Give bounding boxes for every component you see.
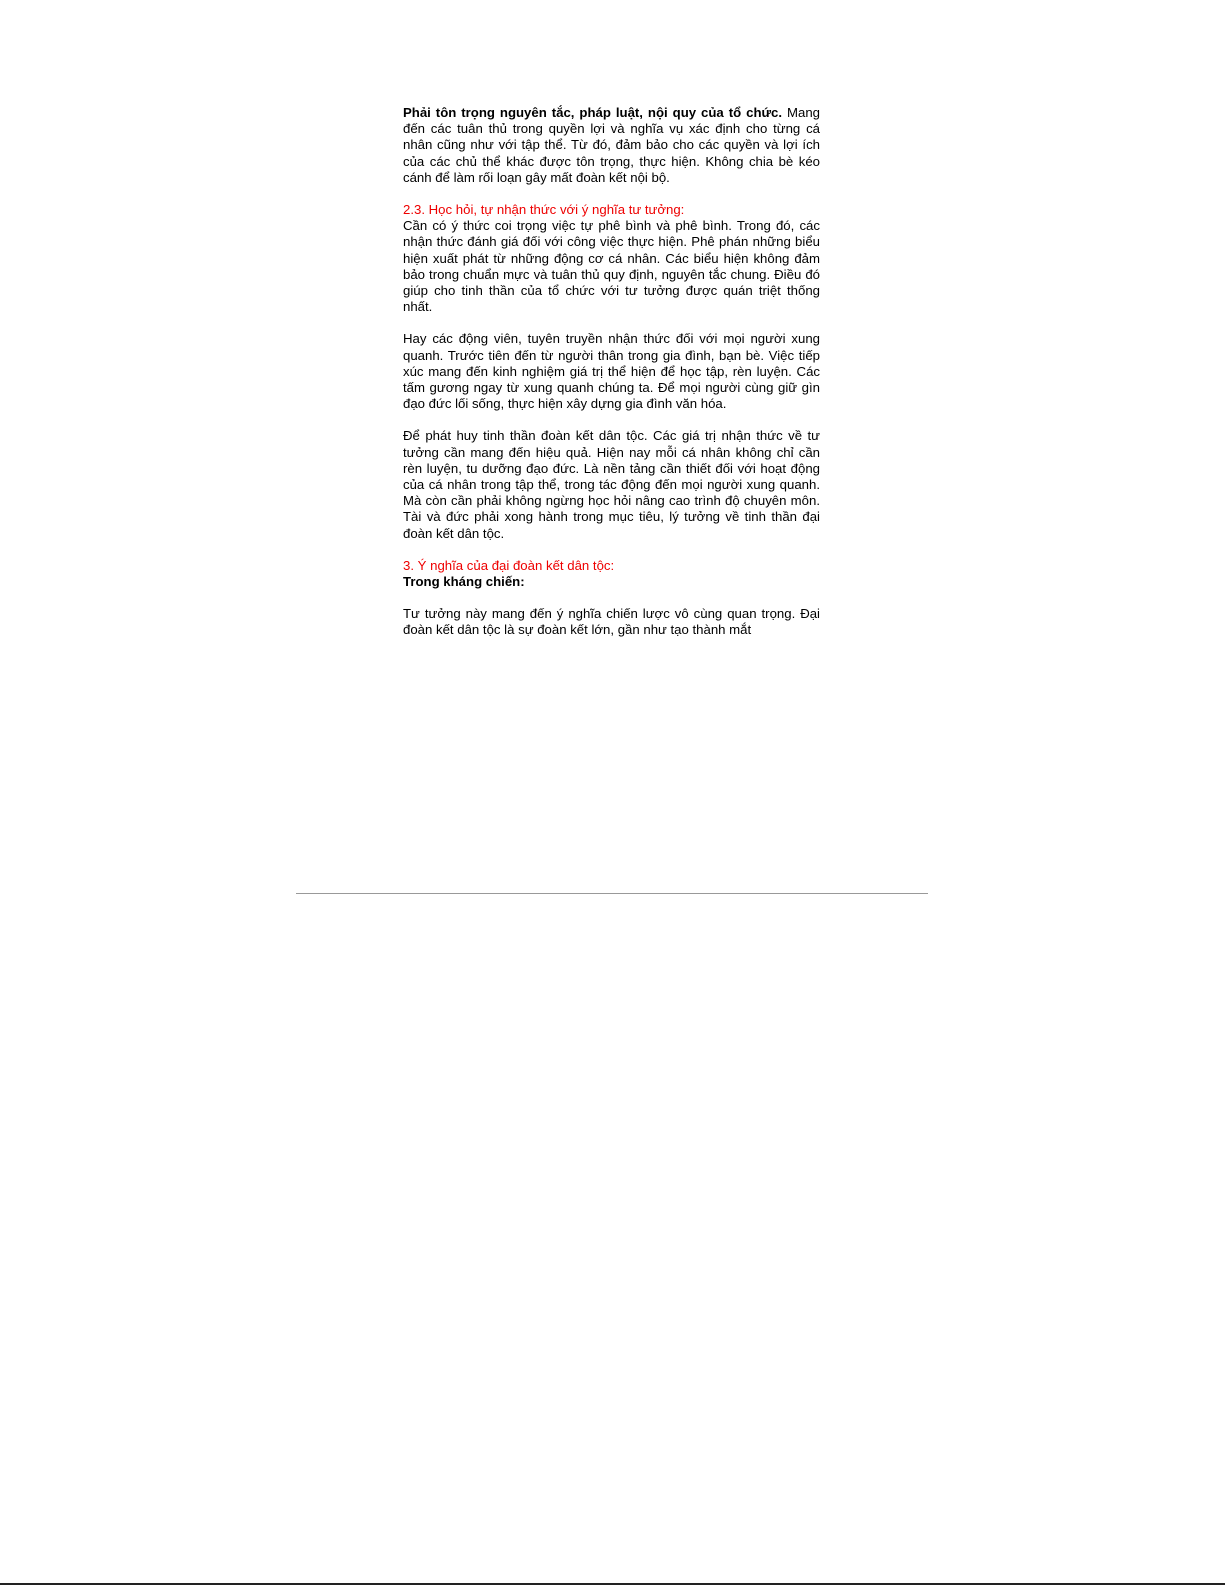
- paragraph-bold-lead: Phải tôn trọng nguyên tắc, pháp luật, nội quy của tổ chức.: [403, 105, 783, 120]
- sub-heading-resistance: Trong kháng chiến:: [403, 574, 525, 590]
- section-heading-3: 3. Ý nghĩa của đại đoàn kết dân tộc:: [403, 557, 615, 573]
- page-divider: [296, 893, 928, 894]
- document-body: [403, 105, 820, 655]
- paragraph-self-criticism: Cần có ý thức coi trọng việc tự phê bình và phê bình. Trong đó, các nhận thức đánh giá đối với công việc thực hiện. Phê phán những biểu hiện xuất phát từ những động cơ cá nhân. Các biểu hiện không đảm bảo trong chuẩn mực và tuân thủ quy định, nguyên tắc chung. Điều đó giúp cho tinh thần của tổ chức với tư tưởng được quán triệt thống nhất.: [403, 218, 820, 315]
- paragraph-respect-rules: [403, 105, 820, 186]
- paragraph-strategic-meaning: Tư tưởng này mang đến ý nghĩa chiến lược vô cùng quan trọng. Đại đoàn kết dân tộc là sự đoàn kết lớn, gần như tạo thành mắt: [403, 606, 820, 638]
- section-heading-2-3: 2.3. Học hỏi, tự nhận thức với ý nghĩa tư tưởng:: [403, 202, 685, 218]
- paragraph-national-unity: Để phát huy tinh thần đoàn kết dân tộc. Các giá trị nhận thức về tư tưởng cần mang đến hiệu quả. Hiện nay mỗi cá nhân không chỉ cần rèn luyện, tu dưỡng đạo đức. Là nền tảng cần thiết đối với hoạt động của cá nhân trong tập thể, trong tác động đến mọi người xung quanh. Mà còn cần phải không ngừng học hỏi nâng cao trình độ chuyên môn. Tài và đức phải xong hành trong mục tiêu, lý tưởng về tinh thần đại đoàn kết dân tộc.: [403, 428, 820, 541]
- paragraph-text: Mang đến các tuân thủ trong quyền lợi và nghĩa vụ xác định cho từng cá nhân cũng như với tập thể. Từ đó, đảm bảo cho các quyền và lợi ích của các chủ thể khác được tôn trọng, thực hiện. Không chia bè kéo cánh để làm rối loạn gây mất đoàn kết nội bộ.: [403, 105, 821, 185]
- paragraph-encourage: Hay các động viên, tuyên truyền nhận thức đối với mọi người xung quanh. Trước tiên đến từ người thân trong gia đình, bạn bè. Việc tiếp xúc mang đến kinh nghiệm giá trị thể hiện để học tập, rèn luyện. Các tấm gương ngay từ xung quanh chúng ta. Để mọi người cùng giữ gìn đạo đức lối sống, thực hiện xây dựng gia đình văn hóa.: [403, 331, 820, 412]
